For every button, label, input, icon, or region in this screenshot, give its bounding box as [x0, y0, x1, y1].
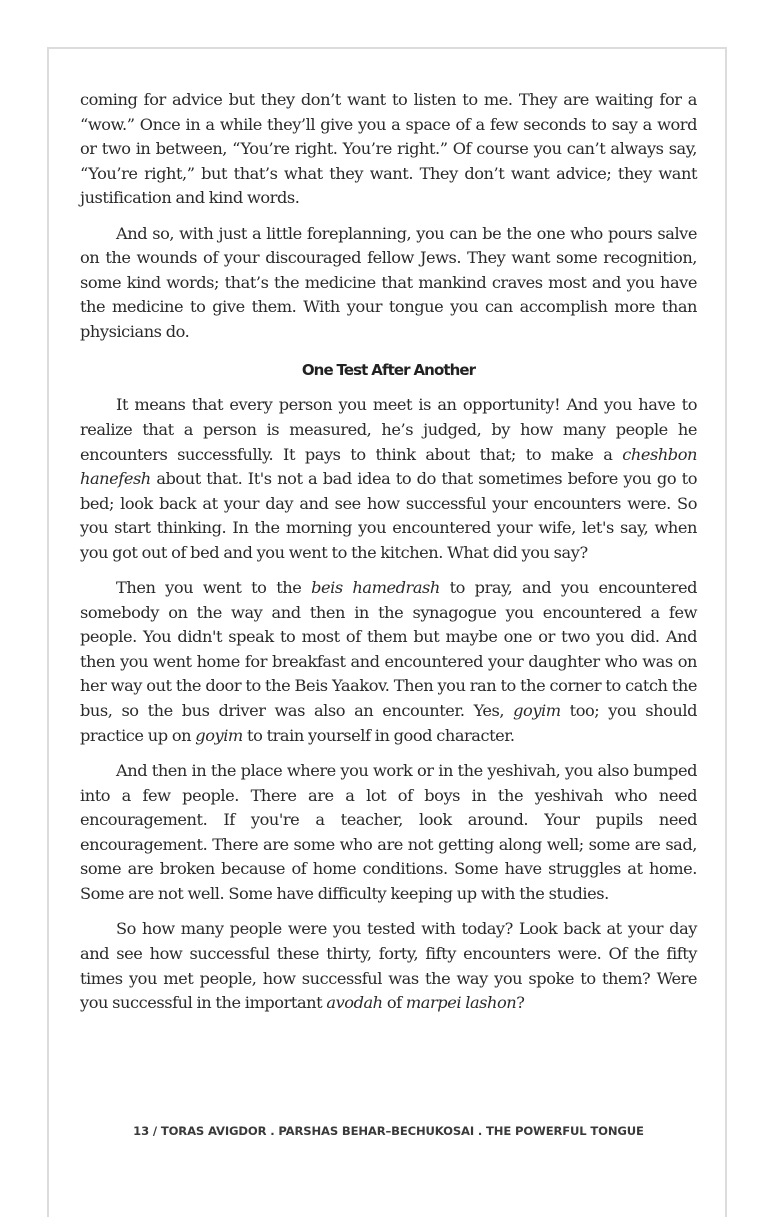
- text-run: ?: [516, 993, 525, 1013]
- text-run: So how many people were you tested with today? Look back at your day and see how successful these thirty, forty, fifty encounters were. Of the fifty times you met people, how successful was the way you spoke to them? Were you successful in the important: [80, 919, 697, 1013]
- paragraph-p6: [80, 917, 697, 1015]
- section-heading: One Test After Another: [301, 361, 476, 380]
- running-footer: 13 / TORAS AVIGDOR . PARSHAS BEHAR–BECHUKOSAI . THE POWERFUL TONGUE: [133, 1124, 644, 1138]
- paragraph-p5: [80, 759, 697, 906]
- body-paragraphs-top: [80, 88, 697, 344]
- text-run: to train yourself in good character.: [242, 725, 515, 745]
- paragraph-p1: [80, 88, 697, 211]
- italic-term: beis hamedrash: [311, 578, 440, 598]
- paragraph-p4: [80, 576, 697, 748]
- italic-term: goyim: [513, 701, 561, 721]
- text-column: [80, 88, 697, 1027]
- italic-term: avodah: [326, 993, 383, 1013]
- italic-term: marpei lashon: [405, 993, 517, 1013]
- body-paragraphs-bottom: [80, 393, 697, 1015]
- italic-term: cheshbon hanefesh: [80, 444, 697, 489]
- text-run: It means that every person you meet is an opportunity! And you have to realize that a person is measured, he’s judged, by how many people he encounters successfully. It pays to think about that; to make a: [80, 395, 697, 464]
- text-run: Then you went to the: [116, 578, 312, 598]
- text-run: of: [382, 993, 406, 1013]
- text-run: coming for advice but they don’t want to listen to me. They are waiting for a “wow.” Once in a while they’ll give you a space of a few seconds to say a word or two in between, “You’re right. You’re right.” Of course you can’t always say, “You’re right,” but that’s what they want. They don’t want advice; they want justification and kind words.: [80, 90, 697, 208]
- text-run: too; you should practice up on: [80, 701, 697, 745]
- paragraph-p2: [80, 222, 697, 345]
- text-run: to pray, and you encountered somebody on the way and then in the synagogue you encountered a few people. You didn't speak to most of them but maybe one or two you did. And then you went home for breakfast and encountered your daughter who was on her way out the door to the Beis Yaakov. Then you ran to the corner to catch the bus, so the bus driver was also an encounter. Yes,: [80, 578, 698, 721]
- text-run: And then in the place where you work or in the yeshivah, you also bumped into a few people. There are a lot of boys in the yeshivah who need encouragement. If you're a teacher, look around. Your pupils need encouragement. There are some who are not getting along well; some are sad, some are broken because of home conditions. Some have struggles at home. Some are not well. Some have difficulty keeping up with the studies.: [80, 761, 697, 903]
- text-run: about that. It's not a bad idea to do that sometimes before you go to bed; look back at your day and see how successful your encounters were. So you start thinking. In the morning you encountered your wife, let's say, when you got out of bed and you went to the kitchen. What did you say?: [80, 469, 697, 562]
- italic-term: goyim: [195, 725, 243, 745]
- paragraph-p3: [80, 393, 697, 565]
- text-run: And so, with just a little foreplanning, you can be the one who pours salve on the wounds of your discouraged fellow Jews. They want some recognition, some kind words; that’s the medicine that mankind craves most and you have the medicine to give them. With your tongue you can accomplish more than physicians do.: [80, 223, 697, 341]
